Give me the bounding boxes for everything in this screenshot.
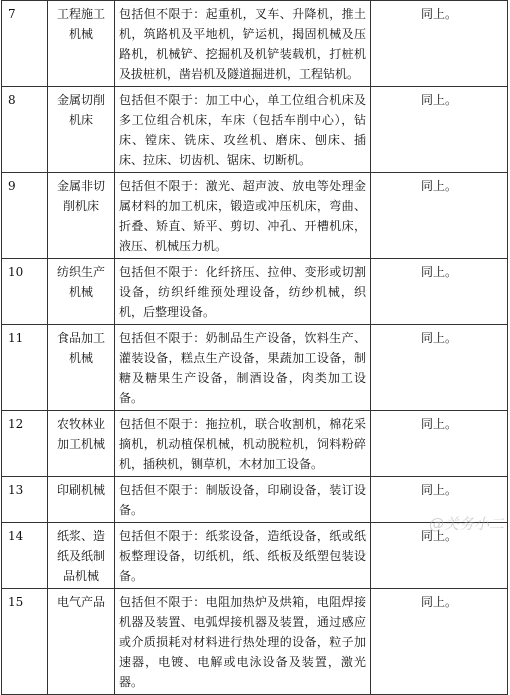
row-number: 15 xyxy=(2,589,48,695)
row-number: 9 xyxy=(2,173,48,259)
watermark: @关务小二 xyxy=(428,515,504,533)
row-number: 7 xyxy=(2,1,48,87)
row-number: 10 xyxy=(2,259,48,325)
reference-text: 同上。 xyxy=(371,1,508,87)
reference-text: 同上。 xyxy=(371,477,508,523)
row-number: 11 xyxy=(2,325,48,411)
reference-text: 同上。 xyxy=(371,87,508,173)
reference-text: 同上。 xyxy=(371,523,508,589)
product-table xyxy=(1,0,508,695)
row-number: 14 xyxy=(2,523,48,589)
table-row xyxy=(2,325,508,411)
category-description: 包括但不限于：拖拉机，联合收割机，棉花采摘机，机动植保机械，机动脱粒机，饲料粉碎机，插秧机，铡草机，木材加工设备。 xyxy=(115,411,371,477)
category-description: 包括但不限于：制版设备，印刷设备，装订设备。 xyxy=(115,477,371,523)
reference-text: 同上。 xyxy=(371,173,508,259)
reference-text: 同上。 xyxy=(371,259,508,325)
category-name: 纸浆、造纸及纸制品机械 xyxy=(48,523,115,589)
category-name: 金属非切削机床 xyxy=(48,173,115,259)
category-name: 纺织生产机械 xyxy=(48,259,115,325)
category-description: 包括但不限于：纸浆设备，造纸设备，纸或纸板整理设备，切纸机，纸、纸板及纸塑包装设备。 xyxy=(115,523,371,589)
category-description: 包括但不限于：激光、超声波、放电等处理金属材料的加工机床，锻造或冲压机床，弯曲、折叠、矫直、矫平、剪切、冲孔、开槽机床，液压、机械压力机。 xyxy=(115,173,371,259)
category-description: 包括但不限于：化纤挤压、拉伸、变形或切割设备，纺织纤维预处理设备，纺纱机械，织机，后整理设备。 xyxy=(115,259,371,325)
category-description: 包括但不限于：电阻加热炉及烘箱，电阻焊接机器及装置、电弧焊接机器及装置，通过感应或介质损耗对材料进行热处理的设备，粒子加速器，电镀、电解或电泳设备及装置，激光器。 xyxy=(115,589,371,695)
row-number: 8 xyxy=(2,87,48,173)
category-description: 包括但不限于：起重机，叉车、升降机，推土机，筑路机及平地机，铲运机，揭固机械及压路机，机械铲、挖掘机及机铲装载机，打桩机及拔桩机，凿岩机及隧道掘进机，工程钻机。 xyxy=(115,1,371,87)
table-row xyxy=(2,589,508,695)
table-row xyxy=(2,173,508,259)
category-name: 电气产品 xyxy=(48,589,115,695)
table-row xyxy=(2,259,508,325)
category-name: 工程施工机械 xyxy=(48,1,115,87)
category-name: 金属切削机床 xyxy=(48,87,115,173)
category-name: 印刷机械 xyxy=(48,477,115,523)
row-number: 12 xyxy=(2,411,48,477)
category-description: 包括但不限于：奶制品生产设备，饮料生产、灌装设备，糕点生产设备，果蔬加工设备，制糖及糖果生产设备，制酒设备，肉类加工设备。 xyxy=(115,325,371,411)
reference-text: 同上。 xyxy=(371,325,508,411)
category-description: 包括但不限于：加工中心，单工位组合机床及多工位组合机床，车床（包括车削中心），钻床、镗床、铣床、攻丝机、磨床、刨床、插床、拉床、切齿机、锯床、切断机。 xyxy=(115,87,371,173)
row-number: 13 xyxy=(2,477,48,523)
table-row xyxy=(2,1,508,87)
reference-text: 同上。 xyxy=(371,411,508,477)
category-name: 食品加工机械 xyxy=(48,325,115,411)
category-name: 农牧林业加工机械 xyxy=(48,411,115,477)
reference-text: 同上。 xyxy=(371,589,508,695)
table-row xyxy=(2,411,508,477)
table-row xyxy=(2,87,508,173)
